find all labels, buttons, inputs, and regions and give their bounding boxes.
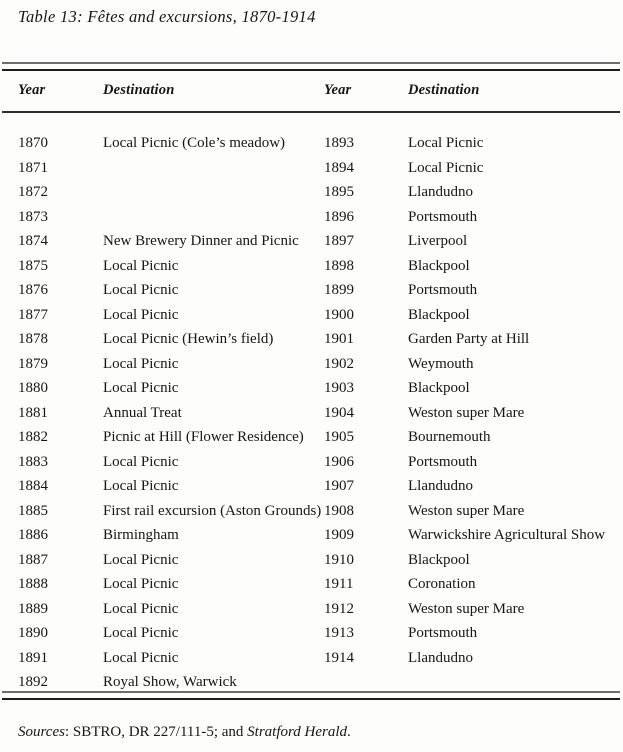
table-row (0, 278, 623, 303)
cell-year-right: 1911 (324, 576, 354, 592)
cell-destination-left: Local Picnic (103, 380, 179, 396)
cell-destination-right: Blackpool (408, 551, 470, 568)
cell-year-left: 1885 (18, 502, 48, 519)
cell-year-right: 1904 (324, 404, 354, 421)
sources-period: . (347, 724, 351, 740)
cell-destination-right: Bournemouth (408, 429, 491, 445)
cell-destination-left: Local Picnic (103, 625, 179, 641)
cell-destination-left: Local Picnic (103, 478, 179, 494)
cell-year-left: 1873 (18, 208, 48, 225)
table-row (0, 425, 623, 450)
table-row (0, 572, 623, 597)
cell-year-left: 1872 (18, 184, 48, 200)
cell-year-left: 1870 (18, 135, 48, 151)
cell-destination-right: Garden Party at Hill (408, 331, 530, 347)
cell-year-right: 1906 (324, 453, 354, 470)
cell-year-left: 1877 (18, 306, 48, 323)
cell-destination-right: Blackpool (408, 380, 470, 396)
cell-year-left: 1886 (18, 527, 48, 543)
cell-year-left: 1880 (18, 380, 48, 396)
cell-year-right: 1896 (324, 208, 354, 225)
cell-destination-left: Annual Treat (103, 404, 182, 421)
cell-destination-right: Weston super Mare (408, 502, 525, 519)
table-row (0, 131, 623, 156)
cell-destination-left (103, 156, 324, 181)
table-title: Table 13: Fêtes and excursions, 1870-1914 (18, 7, 316, 26)
cell-destination-left: Local Picnic (103, 282, 179, 298)
cell-destination-left: Local Picnic (103, 453, 179, 470)
cell-destination-right: Local Picnic (408, 159, 484, 176)
cell-destination-right: Portsmouth (408, 625, 478, 641)
cell-year-right: 1905 (324, 429, 354, 445)
cell-year-right: 1903 (324, 380, 354, 396)
sources-note (18, 724, 351, 741)
cell-year-right: 1913 (324, 625, 354, 641)
cell-destination-left: Local Picnic (Hewin’s field) (103, 331, 274, 347)
table-row (0, 499, 623, 524)
cell-destination-left: Local Picnic (103, 355, 179, 372)
cell-year-left: 1888 (18, 576, 48, 592)
cell-year-right: 1900 (324, 306, 354, 323)
cell-destination-right: Llandudno (408, 478, 473, 494)
header-year-left: Year (18, 82, 46, 98)
cell-destination-right: Coronation (408, 576, 476, 592)
cell-year-left: 1871 (18, 159, 48, 176)
cell-year-left: 1875 (18, 257, 48, 274)
cell-destination-left: First rail excursion (Aston Grounds) (103, 502, 322, 519)
table-row (0, 450, 623, 475)
cell-destination-left (103, 180, 324, 205)
cell-destination-left: Local Picnic (103, 306, 179, 323)
cell-destination-right: Weston super Mare (408, 600, 525, 617)
table-body (0, 131, 623, 695)
table-row (0, 376, 623, 401)
cell-destination-right: Local Picnic (408, 135, 484, 151)
table-row (0, 621, 623, 646)
table-row (0, 156, 623, 181)
cell-year-left: 1889 (18, 600, 48, 617)
sources-publication: Stratford Herald (247, 724, 348, 740)
cell-year-left: 1887 (18, 551, 48, 568)
cell-destination-right: Weymouth (408, 355, 474, 372)
table-header (0, 82, 623, 99)
cell-destination-left: Local Picnic (103, 551, 179, 568)
table-row (0, 597, 623, 622)
cell-year-right: 1912 (324, 600, 354, 617)
cell-destination-left: Local Picnic (103, 600, 179, 617)
table-row (0, 401, 623, 426)
cell-year-right: 1907 (324, 478, 354, 494)
cell-year-right: 1914 (324, 649, 354, 666)
cell-year-right: 1899 (324, 282, 354, 298)
cell-year-left: 1878 (18, 331, 48, 347)
cell-destination-left: Birmingham (103, 527, 179, 543)
header-destination-right: Destination (408, 82, 480, 98)
cell-destination-right: Portsmouth (408, 453, 478, 470)
cell-year-right: 1902 (324, 355, 354, 372)
cell-year-left: 1892 (18, 674, 48, 690)
cell-destination-right: Warwickshire Agricultural Show (408, 527, 606, 543)
table-row (0, 254, 623, 279)
table-row (0, 352, 623, 377)
cell-destination-left: Local Picnic (103, 649, 179, 666)
cell-destination-right: Portsmouth (408, 282, 478, 298)
bottom-rule (2, 691, 620, 700)
table-row (0, 205, 623, 230)
table-row (0, 303, 623, 328)
cell-destination-left: Royal Show, Warwick (103, 674, 237, 690)
cell-destination-left: Local Picnic (Cole’s meadow) (103, 135, 286, 151)
cell-year-left: 1876 (18, 282, 48, 298)
cell-year-right: 1893 (324, 135, 354, 151)
table-row (0, 474, 623, 499)
cell-year-right: 1895 (324, 184, 354, 200)
header-year-right: Year (324, 82, 352, 98)
table-row (0, 523, 623, 548)
cell-year-left: 1884 (18, 478, 48, 494)
table-row (0, 327, 623, 352)
cell-year-right: 1897 (324, 233, 354, 249)
table-row (0, 180, 623, 205)
cell-year-left: 1883 (18, 453, 48, 470)
cell-destination-right: Liverpool (408, 233, 468, 249)
cell-destination-left: Local Picnic (103, 257, 179, 274)
header-rule (2, 111, 620, 113)
cell-year-right: 1910 (324, 551, 354, 568)
cell-destination-left: Picnic at Hill (Flower Residence) (103, 429, 304, 445)
cell-year-left: 1891 (18, 649, 48, 666)
cell-year-right: 1898 (324, 257, 354, 274)
table-row (0, 646, 623, 671)
sources-label: Sources (18, 724, 65, 740)
cell-year-right: 1894 (324, 159, 354, 176)
table-row (0, 548, 623, 573)
cell-destination-left: New Brewery Dinner and Picnic (103, 233, 299, 249)
cell-year-right: 1909 (324, 527, 354, 543)
cell-destination-right: Portsmouth (408, 208, 478, 225)
cell-destination-right: Llandudno (408, 184, 473, 200)
cell-year-left: 1879 (18, 355, 48, 372)
top-rule (2, 62, 620, 71)
cell-destination-right: Llandudno (408, 649, 473, 666)
cell-year-left: 1882 (18, 429, 48, 445)
header-destination-left: Destination (103, 82, 175, 98)
sources-text: : SBTRO, DR 227/111-5; and (64, 724, 248, 740)
cell-destination-right: Blackpool (408, 306, 470, 323)
cell-destination-right: Weston super Mare (408, 404, 525, 421)
cell-year-left: 1890 (18, 625, 48, 641)
cell-year-left: 1874 (18, 233, 48, 249)
cell-destination-right: Blackpool (408, 257, 470, 274)
cell-year-right: 1901 (324, 331, 354, 347)
cell-year-left: 1881 (18, 404, 48, 421)
cell-year-right: 1908 (324, 502, 354, 519)
cell-destination-left (103, 205, 324, 230)
table-row (0, 229, 623, 254)
cell-destination-left: Local Picnic (103, 576, 179, 592)
